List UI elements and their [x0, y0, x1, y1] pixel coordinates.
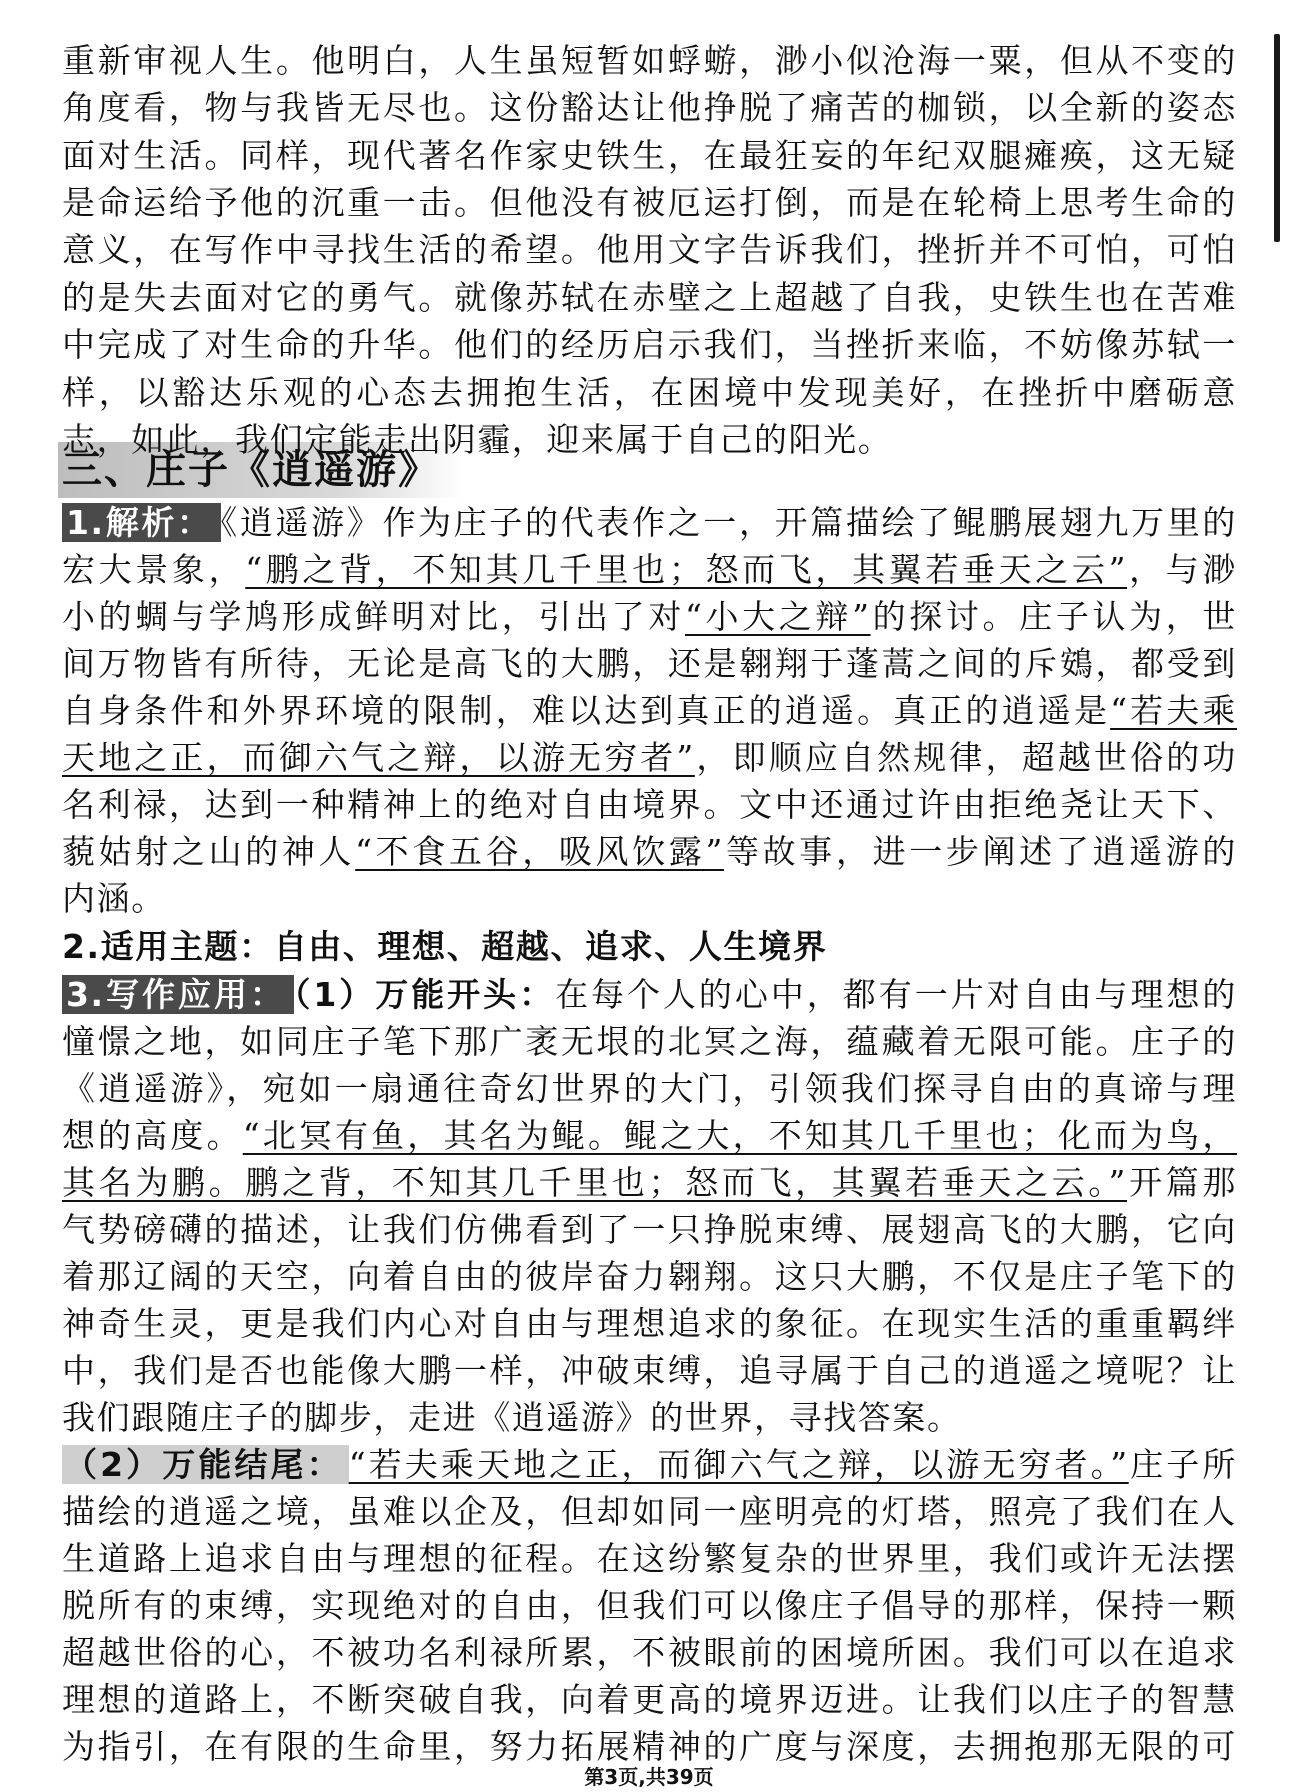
intro-line: 意义，在写作中寻找生活的希望。他用文字告诉我们，挫折并不可怕，可怕 [62, 230, 1237, 269]
quote-underline: “鹏之背，不知其几千里也；怒而飞，其翼若垂天之云” [245, 550, 1128, 589]
analysis-line: 宏大景象，“鹏之背，不知其几千里也；怒而飞，其翼若垂天之云”，与渺 [62, 550, 1237, 589]
intro-line: 重新审视人生。他明白，人生虽短暂如蜉蝣，渺小似沧海一粟，但从不变的 [62, 41, 1237, 80]
ending-line: 超越世俗的心，不被功名利禄所累，不被眼前的困境所困。我们可以在追求 [62, 1633, 1237, 1672]
analysis-line: 藐姑射之山的神人“不食五谷，吸风饮露”等故事，进一步阐述了逍遥游的 [62, 832, 1237, 871]
analysis-line: 间万物皆有所待，无论是高飞的大鹏，还是翱翔于蓬蒿之间的斥鴳，都受到 [62, 644, 1237, 683]
writing-line: 其名为鹏。鹏之背，不知其几千里也；怒而飞，其翼若垂天之云。”开篇那 [62, 1163, 1237, 1202]
analysis-line: 自身条件和外界环境的限制，难以达到真正的逍遥。真正的逍遥是“若夫乘 [62, 691, 1237, 730]
writing-label: 3.写作应用： [62, 975, 294, 1014]
analysis-line: 名利禄，达到一种精神上的绝对自由境界。文中还通过许由拒绝尧让天下、 [62, 785, 1237, 824]
intro-line: 是命运给予他的沉重一击。但他没有被厄运打倒，而是在轮椅上思考生命的 [62, 183, 1237, 222]
ending-line: 为指引，在有限的生命里，努力拓展精神的广度与深度，去拥抱那无限的可 [62, 1727, 1237, 1766]
writing-line: 《逍遥游》，宛如一扇通往奇幻世界的大门，引领我们探寻自由的真谛与理 [62, 1069, 1237, 1108]
quote-underline: “若夫乘 [1110, 691, 1237, 730]
themes-text: 自由、理想、超越、追求、人生境界 [273, 927, 828, 966]
ending-line: （2）万能结尾： “若夫乘天地之正，而御六气之辩，以游无穷者。”庄子所 [64, 1445, 1237, 1484]
page-footer: 第3页,共39页 [584, 1765, 714, 1789]
intro-line: 角度看，物与我皆无尽也。这份豁达让他挣脱了痛苦的枷锁，以全新的姿态 [62, 88, 1237, 127]
intro-line: 面对生活。同样，现代著名作家史铁生，在最狂妄的年纪双腿瘫痪，这无疑 [62, 136, 1237, 175]
writing-line: 3.写作应用： （1）万能开头：在每个人的心中，都有一片对自由与理想的 [62, 972, 1237, 1018]
writing-line: 神奇生灵，更是我们内心对自由与理想追求的象征。在现实生活的重重羁绊 [62, 1304, 1237, 1343]
quote-underline: “小大之辩” [684, 597, 871, 636]
ending-label: （2）万能结尾： [62, 1445, 349, 1484]
analysis-line: 1.解析： 《逍遥游》作为庄子的代表作之一，开篇描绘了鲲鹏展翅九万里的 [62, 500, 1237, 546]
analysis-line: 内涵。 [62, 879, 166, 918]
ending-line: 脱所有的束缚，实现绝对的自由，但我们可以像庄子倡导的那样，保持一颗 [62, 1586, 1237, 1625]
writing-line: 憧憬之地，如同庄子笔下那广袤无垠的北冥之海，蕴藏着无限可能。庄子的 [62, 1022, 1237, 1061]
writing-line: 中，我们是否也能像大鹏一样，冲破束缚，追寻属于自己的逍遥之境呢？让 [62, 1351, 1237, 1390]
intro-line: 志，如此，我们定能走出阴霾，迎来属于自己的阳光。 [62, 420, 893, 459]
themes-line [62, 924, 1237, 970]
intro-line: 中完成了对生命的升华。他们的经历启示我们，当挫折来临，不妨像苏轼一 [62, 325, 1237, 364]
section-heading: 三、庄子《逍遥游》 [58, 442, 464, 498]
ending-line: 理想的道路上，不断突破自我，向着更高的境界迈进。让我们以庄子的智慧 [62, 1680, 1237, 1719]
writing-line: 我们跟随庄子的脚步，走进《逍遥游》的世界，寻找答案。 [62, 1398, 962, 1437]
ending-line: 生道路上追求自由与理想的征程。在这纷繁复杂的世界里，我们或许无法摆 [62, 1539, 1237, 1578]
intro-line: 样，以豁达乐观的心态去拥抱生活，在困境中发现美好，在挫折中磨砺意 [62, 373, 1237, 412]
opening-label: （1）万能开头： [293, 975, 556, 1014]
quote-underline: “北冥有鱼，其名为鲲。鲲之大，不知其几千里也；化而为鸟， [242, 1116, 1238, 1155]
analysis-line: 小的蜩与学鸠形成鲜明对比，引出了对“小大之辩”的探讨。庄子认为，世 [62, 597, 1238, 636]
intro-line: 的是失去面对它的勇气。就像苏轼在赤壁之上超越了自我，史铁生也在苦难 [62, 278, 1237, 317]
themes-label: 2.适用主题： [62, 927, 274, 966]
writing-line: 气势磅礴的描述，让我们仿佛看到了一只挣脱束缚、展翅高飞的大鹏，它向 [62, 1210, 1237, 1249]
ending-line: 描绘的逍遥之境，虽难以企及，但却如同一座明亮的灯塔，照亮了我们在人 [62, 1492, 1237, 1531]
quote-underline: “不食五谷，吸风饮露” [355, 832, 724, 871]
scrollbar[interactable] [1274, 34, 1280, 242]
writing-line: 着那辽阔的天空，向着自由的彼岸奋力翱翔。这只大鹏，不仅是庄子笔下的 [62, 1257, 1237, 1296]
quote-underline: 其名为鹏。鹏之背，不知其几千里也；怒而飞，其翼若垂天之云。” [62, 1163, 1128, 1202]
writing-line: 想的高度。“北冥有鱼，其名为鲲。鲲之大，不知其几千里也；化而为鸟， [62, 1116, 1238, 1155]
quote-underline: 天地之正，而御六气之辩，以游无穷者” [62, 738, 695, 777]
analysis-label: 1.解析： [62, 503, 221, 542]
analysis-line: 天地之正，而御六气之辩，以游无穷者”，即顺应自然规律，超越世俗的功 [62, 738, 1238, 777]
quote-underline: “若夫乘天地之正，而御六气之辩，以游无穷者。” [348, 1445, 1129, 1484]
